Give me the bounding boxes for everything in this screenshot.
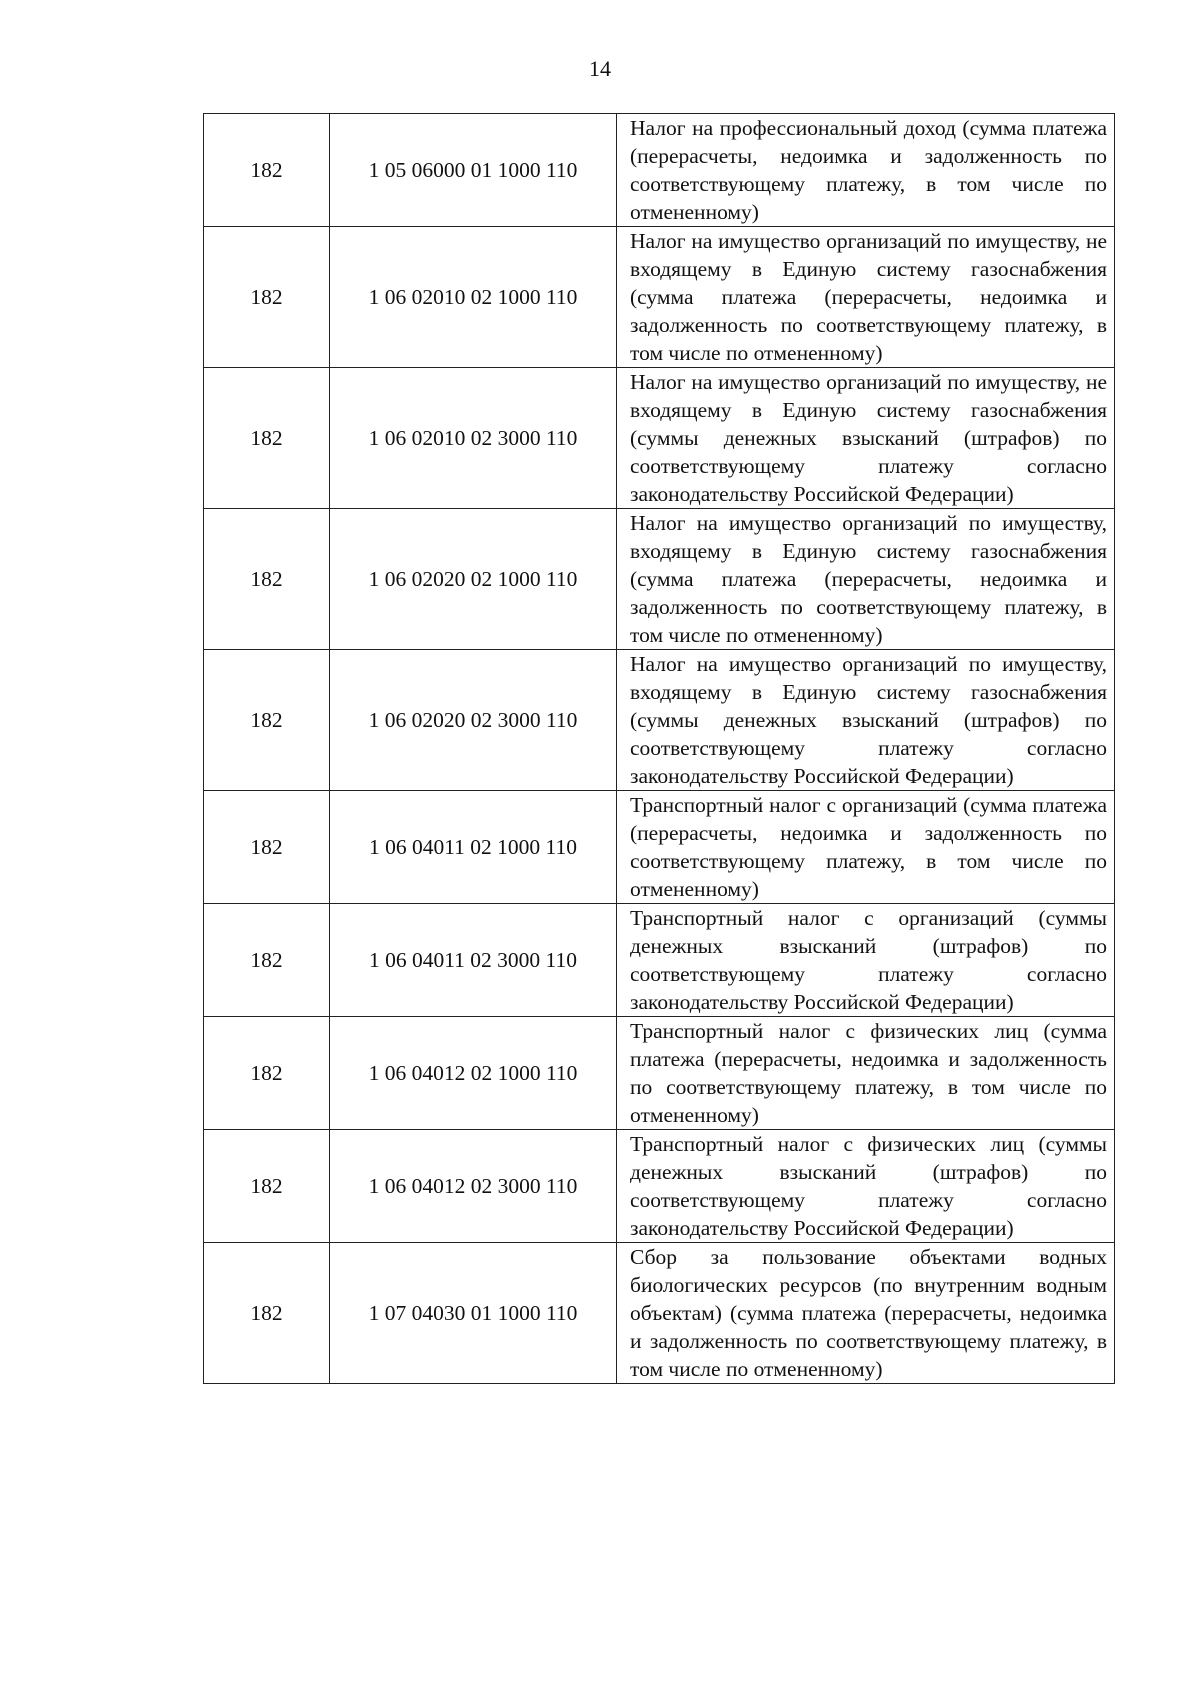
table-row xyxy=(204,650,1115,791)
table-row xyxy=(204,227,1115,368)
bk-code-cell: 1 06 02010 02 3000 110 xyxy=(330,368,617,509)
table-row xyxy=(204,114,1115,227)
admin-code-cell: 182 xyxy=(204,904,330,1017)
income-name-cell: Налог на имущество организаций по имуществу, не входящему в Единую систему газоснабжения (сумма платежа (перерасчеты, недоимка и задолженность по соответствующему платежу, в том числе по отмененному) xyxy=(617,227,1115,368)
budget-classification-table xyxy=(203,113,1115,1384)
table-row xyxy=(204,791,1115,904)
table-body xyxy=(204,114,1115,1384)
bk-code-cell: 1 06 04011 02 1000 110 xyxy=(330,791,617,904)
admin-code-cell: 182 xyxy=(204,650,330,791)
bk-code-cell: 1 05 06000 01 1000 110 xyxy=(330,114,617,227)
income-name-cell: Налог на имущество организаций по имуществу, входящему в Единую систему газоснабжения (суммы денежных взысканий (штрафов) по соответствующему платежу согласно законодательству Российской Федерации) xyxy=(617,650,1115,791)
bk-code-cell: 1 06 02010 02 1000 110 xyxy=(330,227,617,368)
table-row xyxy=(204,509,1115,650)
table-row xyxy=(204,904,1115,1017)
income-name-cell: Налог на профессиональный доход (сумма платежа (перерасчеты, недоимка и задолженность по соответствующему платежу, в том числе по отмененному) xyxy=(617,114,1115,227)
bk-code-cell: 1 06 04012 02 1000 110 xyxy=(330,1017,617,1130)
admin-code-cell: 182 xyxy=(204,114,330,227)
table-row xyxy=(204,368,1115,509)
table-row xyxy=(204,1243,1115,1384)
income-name-cell: Транспортный налог с физических лиц (суммы денежных взысканий (штрафов) по соответствующему платежу согласно законодательству Российской Федерации) xyxy=(617,1130,1115,1243)
bk-code-cell: 1 07 04030 01 1000 110 xyxy=(330,1243,617,1384)
bk-code-cell: 1 06 04012 02 3000 110 xyxy=(330,1130,617,1243)
income-name-cell: Транспортный налог с организаций (сумма платежа (перерасчеты, недоимка и задолженность по соответствующему платежу, в том числе по отмененному) xyxy=(617,791,1115,904)
admin-code-cell: 182 xyxy=(204,227,330,368)
bk-code-cell: 1 06 02020 02 3000 110 xyxy=(330,650,617,791)
income-name-cell: Транспортный налог с физических лиц (сумма платежа (перерасчеты, недоимка и задолженность по соответствующему платежу, в том числе по отмененному) xyxy=(617,1017,1115,1130)
income-name-cell: Налог на имущество организаций по имуществу, не входящему в Единую систему газоснабжения (суммы денежных взысканий (штрафов) по соответствующему платежу согласно законодательству Российской Федерации) xyxy=(617,368,1115,509)
table-row xyxy=(204,1017,1115,1130)
income-name-cell: Сбор за пользование объектами водных биологических ресурсов (по внутренним водным объектам) (сумма платежа (перерасчеты, недоимка и задолженность по соответствующему платежу, в том числе по отмененному) xyxy=(617,1243,1115,1384)
admin-code-cell: 182 xyxy=(204,368,330,509)
page-number: 14 xyxy=(589,56,611,81)
income-name-cell: Транспортный налог с организаций (суммы денежных взысканий (штрафов) по соответствующему платежу согласно законодательству Российской Федерации) xyxy=(617,904,1115,1017)
admin-code-cell: 182 xyxy=(204,791,330,904)
admin-code-cell: 182 xyxy=(204,1017,330,1130)
admin-code-cell: 182 xyxy=(204,1130,330,1243)
bk-code-cell: 1 06 04011 02 3000 110 xyxy=(330,904,617,1017)
admin-code-cell: 182 xyxy=(204,509,330,650)
admin-code-cell: 182 xyxy=(204,1243,330,1384)
income-name-cell: Налог на имущество организаций по имуществу, входящему в Единую систему газоснабжения (сумма платежа (перерасчеты, недоимка и задолженность по соответствующему платежу, в том числе по отмененному) xyxy=(617,509,1115,650)
table-row xyxy=(204,1130,1115,1243)
bk-code-cell: 1 06 02020 02 1000 110 xyxy=(330,509,617,650)
